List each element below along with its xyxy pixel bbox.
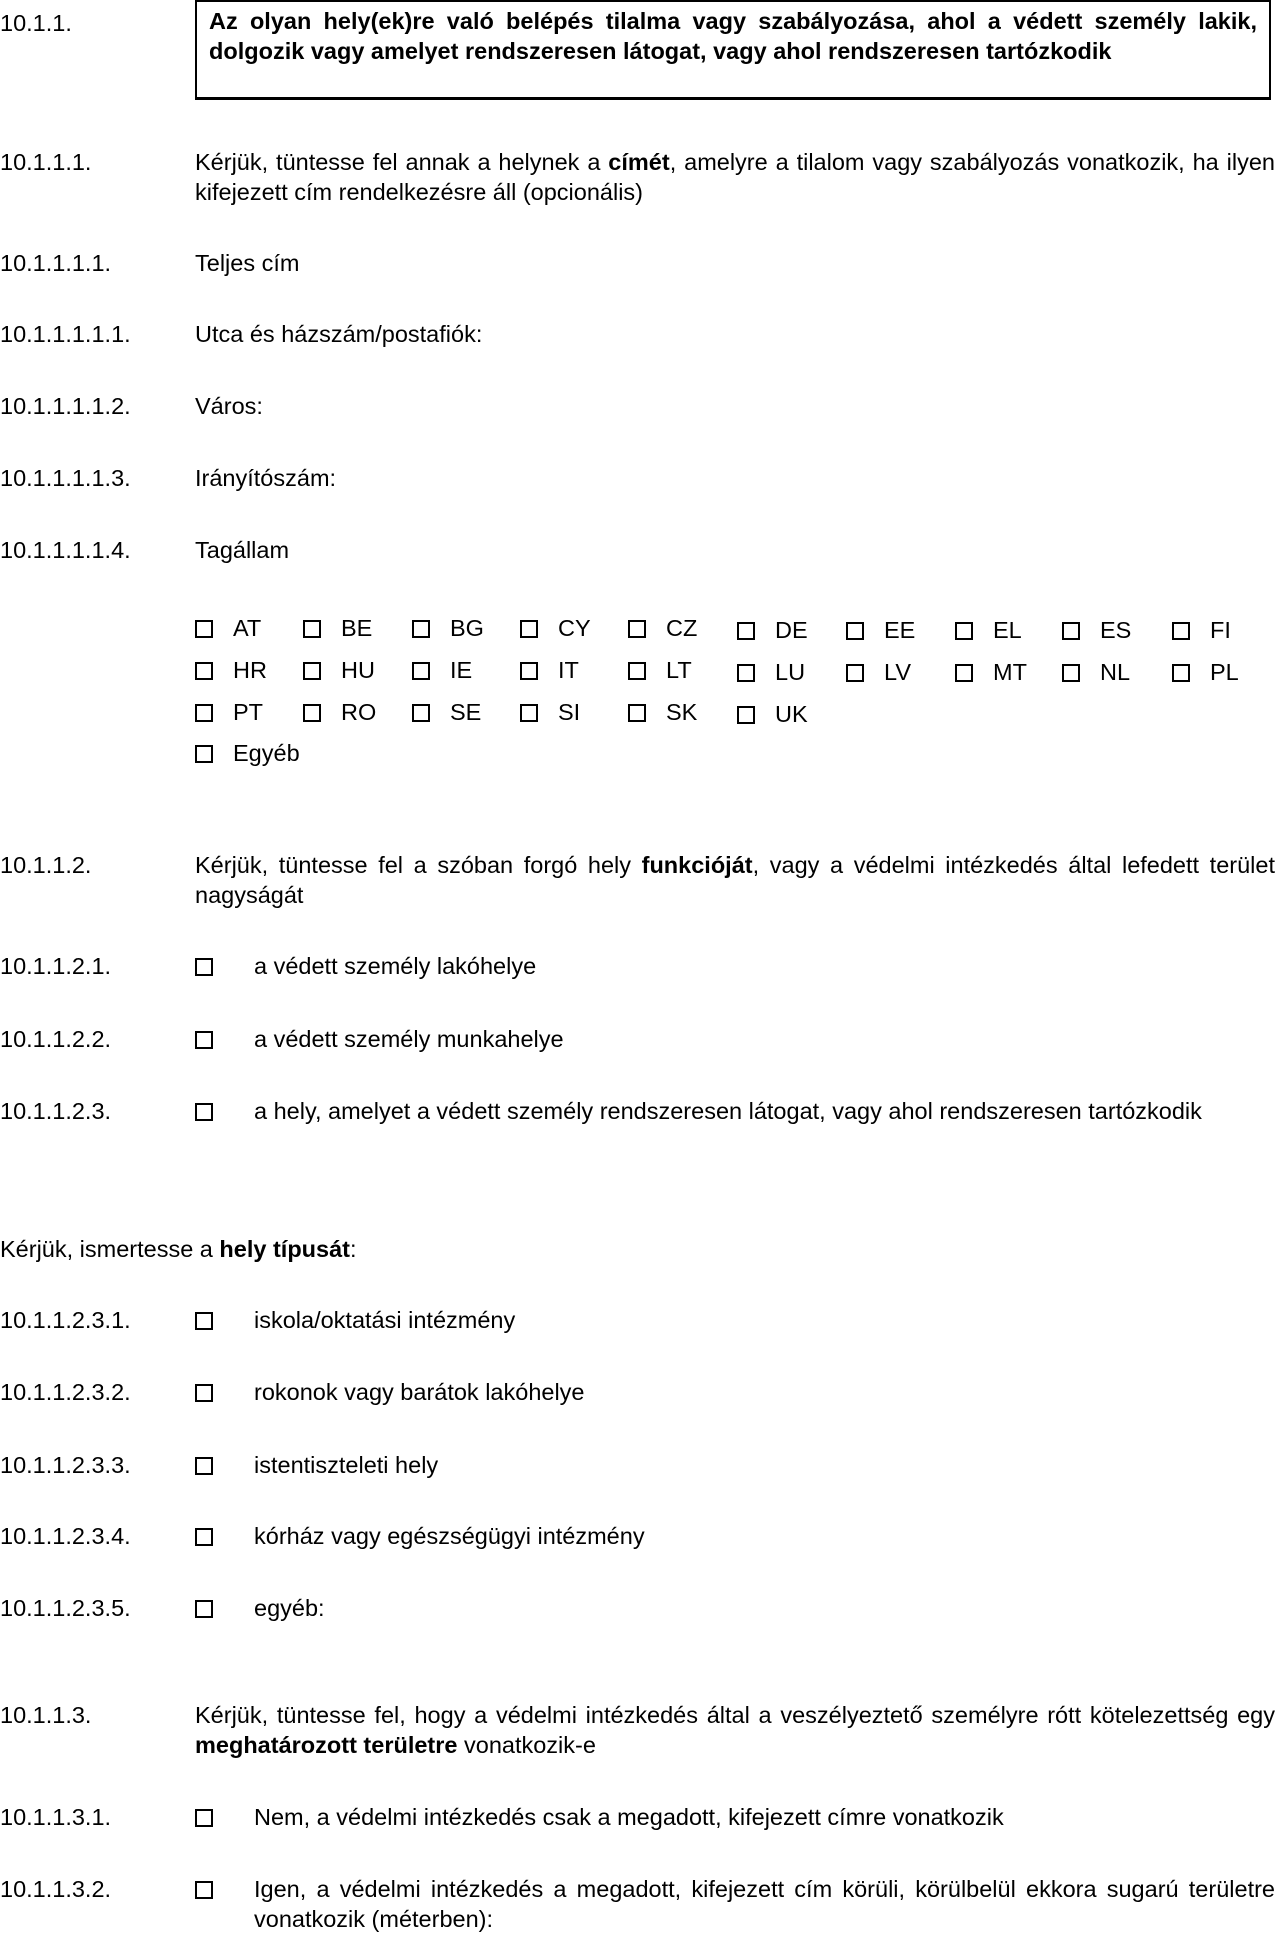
option-label: Nem, a védelmi intézkedés csak a megadott, kifejezett címre vonatkozik: [254, 1804, 1004, 1830]
address-instruction: [195, 147, 1275, 207]
option-checkbox[interactable]: [195, 1593, 213, 1623]
checkbox[interactable]: [303, 620, 321, 638]
option-label: rokonok vagy barátok lakóhelye: [254, 1379, 585, 1405]
checkbox[interactable]: [628, 662, 646, 680]
country-option-de[interactable]: [737, 615, 808, 645]
checkbox[interactable]: [1062, 622, 1080, 640]
option-checkbox[interactable]: [195, 1521, 213, 1551]
checkbox[interactable]: [195, 1809, 213, 1827]
country-label: NL: [1100, 659, 1131, 685]
country-label: CZ: [666, 615, 698, 641]
checkbox[interactable]: [520, 620, 538, 638]
country-label: BE: [341, 615, 373, 641]
option-label: istentiszteleti hely: [254, 1452, 439, 1478]
country-label: HU: [341, 657, 375, 683]
section-number: 10.1.1.3.: [0, 1702, 92, 1728]
bold-text: hely típusát: [219, 1236, 350, 1262]
area-instruction: [195, 1700, 1275, 1760]
country-option-cy[interactable]: [520, 613, 591, 643]
option-label: a hely, amelyet a védett személy rendszeresen látogat, vagy ahol rendszeresen tartózkodik: [254, 1098, 1202, 1124]
country-label: UK: [775, 701, 808, 727]
street-label: Utca és házszám/postafiók:: [195, 321, 483, 347]
country-option-si[interactable]: [520, 697, 580, 727]
type-prompt: [0, 1234, 357, 1264]
checkbox[interactable]: [412, 662, 430, 680]
country-label: Egyéb: [233, 740, 300, 766]
checkbox[interactable]: [1172, 664, 1190, 682]
text: Kérjük, tüntesse fel, hogy a védelmi intézkedés által a veszélyeztető személyre rótt kötelezettség egy: [195, 1702, 1275, 1728]
section-number: 10.1.1.1.1.2.: [0, 393, 131, 419]
country-option-hr[interactable]: [195, 655, 267, 685]
country-label: BG: [450, 615, 484, 641]
option-checkbox[interactable]: [195, 1450, 213, 1480]
country-label: MT: [993, 659, 1027, 685]
checkbox[interactable]: [520, 704, 538, 722]
option-number: 10.1.1.2.3.2.: [0, 1379, 131, 1405]
section-number: 10.1.1.: [0, 10, 72, 36]
checkbox[interactable]: [195, 1457, 213, 1475]
checkbox[interactable]: [195, 958, 213, 976]
country-option-fi[interactable]: [1172, 615, 1231, 645]
checkbox[interactable]: [195, 745, 213, 763]
country-label: LU: [775, 659, 806, 685]
country-option-sk[interactable]: [628, 697, 697, 727]
country-option-el[interactable]: [955, 615, 1022, 645]
country-label: ES: [1100, 617, 1132, 643]
country-label: EL: [993, 617, 1022, 643]
country-option-it[interactable]: [520, 655, 579, 685]
checkbox[interactable]: [846, 622, 864, 640]
country-label: IT: [558, 657, 579, 683]
checkbox[interactable]: [195, 1528, 213, 1546]
section-title-box: Az olyan hely(ek)re való belépés tilalma vagy szabályozása, ahol a védett személy lakik, dolgozik vagy amelyet rendszeresen látogat, vagy ahol rendszeresen tartózkodik: [195, 0, 1271, 100]
country-label: LT: [666, 657, 692, 683]
option-number: 10.1.1.2.3.3.: [0, 1452, 131, 1478]
country-label: FI: [1210, 617, 1231, 643]
country-label: LV: [884, 659, 911, 685]
option-checkbox[interactable]: [195, 1377, 213, 1407]
checkbox[interactable]: [955, 664, 973, 682]
text: Kérjük, ismertesse a: [0, 1236, 220, 1262]
option-checkbox[interactable]: [195, 951, 213, 981]
checkbox[interactable]: [846, 664, 864, 682]
checkbox[interactable]: [195, 1384, 213, 1402]
checkbox[interactable]: [303, 662, 321, 680]
country-label: RO: [341, 699, 377, 725]
option-label: a védett személy munkahelye: [254, 1026, 564, 1052]
option-number: 10.1.1.3.2.: [0, 1876, 112, 1902]
country-label: PL: [1210, 659, 1239, 685]
section-number: 10.1.1.1.1.1.: [0, 321, 131, 347]
bold-text: funkcióját: [641, 852, 753, 878]
country-option-ie[interactable]: [412, 655, 472, 685]
section-number: 10.1.1.1.1.3.: [0, 465, 131, 491]
country-option-lt[interactable]: [628, 655, 692, 685]
option-label: iskola/oktatási intézmény: [254, 1307, 516, 1333]
country-option-ro[interactable]: [303, 697, 376, 727]
checkbox[interactable]: [737, 622, 755, 640]
checkbox[interactable]: [955, 622, 973, 640]
text: vonatkozik-e: [457, 1732, 596, 1758]
checkbox[interactable]: [412, 620, 430, 638]
country-option-pl[interactable]: [1172, 657, 1239, 687]
option-checkbox[interactable]: [195, 1305, 213, 1335]
country-option-bg[interactable]: [412, 613, 484, 643]
country-option-other[interactable]: [195, 738, 300, 768]
country-option-at[interactable]: [195, 613, 261, 643]
country-option-cz[interactable]: [628, 613, 697, 643]
checkbox[interactable]: [737, 706, 755, 724]
option-label: Igen, a védelmi intézkedés a megadott, kifejezett cím körüli, körülbelül ekkora sugarú területre vonatkozik (méterben):: [254, 1876, 1275, 1932]
country-label: SI: [558, 699, 581, 725]
option-number: 10.1.1.2.3.5.: [0, 1595, 131, 1621]
country-option-hu[interactable]: [303, 655, 375, 685]
bold-text: meghatározott területre: [195, 1732, 458, 1758]
text: Kérjük, tüntesse fel a szóban forgó hely: [195, 852, 642, 878]
checkbox[interactable]: [520, 662, 538, 680]
section-number: 10.1.1.1.: [0, 149, 92, 175]
option-number: 10.1.1.3.1.: [0, 1804, 112, 1830]
option-checkbox[interactable]: [195, 1874, 213, 1904]
country-option-es[interactable]: [1062, 615, 1131, 645]
country-label: DE: [775, 617, 808, 643]
checkbox[interactable]: [195, 1103, 213, 1121]
country-label: EE: [884, 617, 916, 643]
option-checkbox[interactable]: [195, 1802, 213, 1832]
checkbox[interactable]: [195, 704, 213, 722]
city-label: Város:: [195, 393, 263, 419]
country-label: HR: [233, 657, 267, 683]
country-label: SE: [450, 699, 482, 725]
zip-label: Irányítószám:: [195, 465, 337, 491]
country-option-pt[interactable]: [195, 697, 263, 727]
text: :: [350, 1236, 357, 1262]
option-number: 10.1.1.2.2.: [0, 1026, 112, 1052]
section-number: 10.1.1.1.1.4.: [0, 537, 131, 563]
option-number: 10.1.1.2.3.4.: [0, 1523, 131, 1549]
checkbox[interactable]: [195, 1031, 213, 1049]
text: , vagy a védelmi intézkedés által lefedett terület nagyságát: [195, 852, 1275, 908]
country-option-lv[interactable]: [846, 657, 911, 687]
country-label: SK: [666, 699, 698, 725]
option-label: kórház vagy egészségügyi intézmény: [254, 1523, 645, 1549]
option-checkbox[interactable]: [195, 1096, 213, 1126]
checkbox[interactable]: [195, 1881, 213, 1899]
option-number: 10.1.1.2.1.: [0, 953, 112, 979]
checkbox[interactable]: [195, 1312, 213, 1330]
country-label: CY: [558, 615, 591, 641]
country-option-se[interactable]: [412, 697, 481, 727]
country-option-uk[interactable]: [737, 699, 808, 729]
country-label: PT: [233, 699, 264, 725]
checkbox[interactable]: [195, 662, 213, 680]
checkbox[interactable]: [628, 620, 646, 638]
option-label: a védett személy lakóhelye: [254, 953, 537, 979]
checkbox[interactable]: [195, 1600, 213, 1618]
full-address-label: Teljes cím: [195, 250, 300, 276]
checkbox[interactable]: [628, 704, 646, 722]
text: Kérjük, tüntesse fel annak a helynek a: [195, 149, 609, 175]
option-number: 10.1.1.2.3.1.: [0, 1307, 131, 1333]
country-option-mt[interactable]: [955, 657, 1027, 687]
function-instruction: [195, 850, 1275, 910]
bold-text: címét: [608, 149, 670, 175]
country-label: AT: [233, 615, 262, 641]
text: , amelyre a tilalom vagy szabályozás vonatkozik, ha ilyen kifejezett cím rendelkezésre áll (opcionális): [195, 149, 1275, 205]
checkbox[interactable]: [1172, 622, 1190, 640]
country-label: IE: [450, 657, 473, 683]
checkbox[interactable]: [195, 620, 213, 638]
option-checkbox[interactable]: [195, 1024, 213, 1054]
country-option-ee[interactable]: [846, 615, 915, 645]
checkbox[interactable]: [412, 704, 430, 722]
country-option-be[interactable]: [303, 613, 372, 643]
section-number: 10.1.1.2.: [0, 852, 92, 878]
option-label: egyéb:: [254, 1595, 325, 1621]
country-option-lu[interactable]: [737, 657, 805, 687]
checkbox[interactable]: [737, 664, 755, 682]
option-number: 10.1.1.2.3.: [0, 1098, 112, 1124]
section-number: 10.1.1.1.1.: [0, 250, 112, 276]
country-option-nl[interactable]: [1062, 657, 1130, 687]
member-state-label: Tagállam: [195, 537, 290, 563]
checkbox[interactable]: [303, 704, 321, 722]
checkbox[interactable]: [1062, 664, 1080, 682]
